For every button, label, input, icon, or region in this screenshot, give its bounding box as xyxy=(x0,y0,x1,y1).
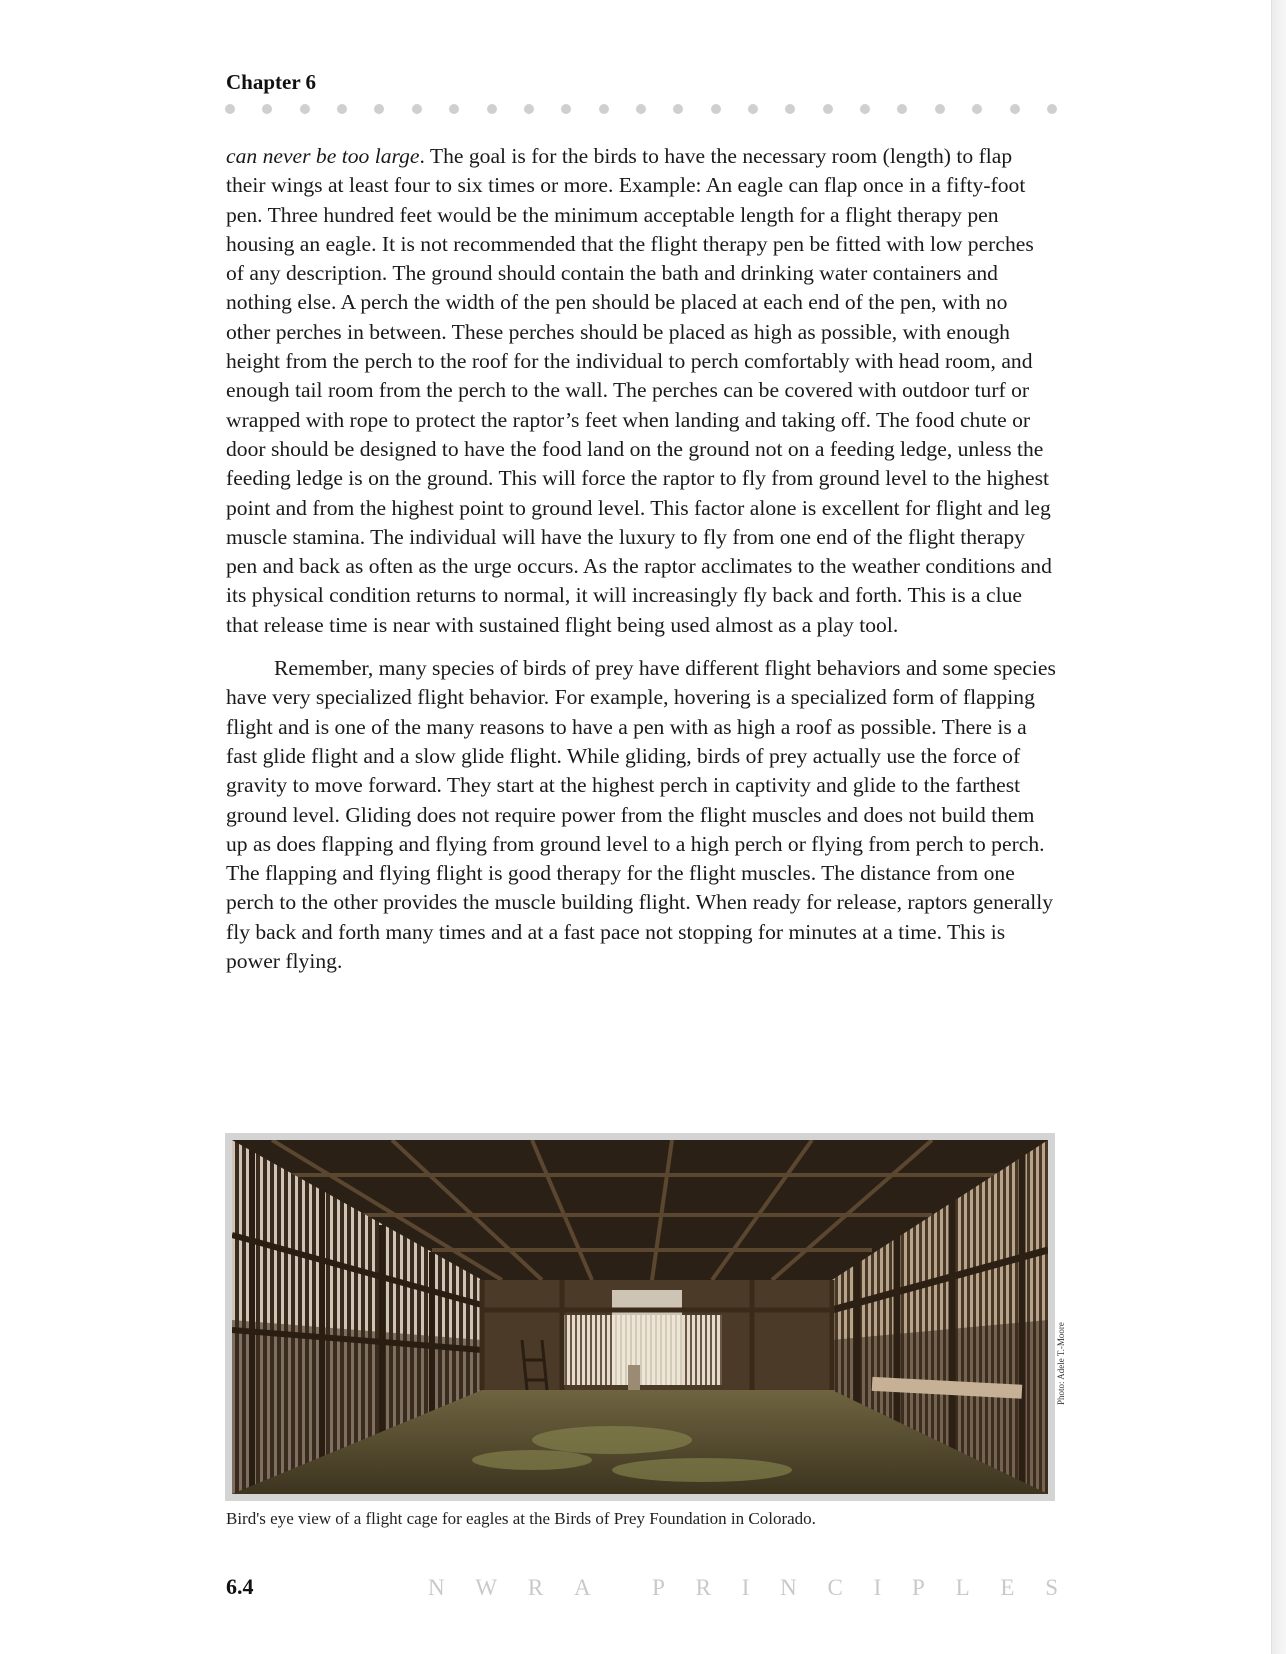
flight-cage-illustration xyxy=(232,1140,1048,1494)
header-dot xyxy=(262,104,272,114)
header-dot xyxy=(860,104,870,114)
paragraph-2: Remember, many species of birds of prey have different flight behaviors and some species have very specialized flight behavior. For example, hovering is a specialized form of flapping flight and is one of the many reasons to have a pen with as high a roof as possible. There is a fast glide flight and a slow glide flight. While gliding, birds of prey actually use the force of gravity to move forward. They start at the highest perch in captivity and glide to the farthest ground level. Gliding does not require power from the flight muscles and does not build them up as does flapping and flying from ground level to a high perch or flying from perch to perch. The flapping and flying flight is good therapy for the flight muscles. The distance from one perch to the other provides the muscle building flight. When ready for release, raptors generally fly back and forth many times and at a fast pace not stopping for minutes at a time. This is power flying. xyxy=(226,656,1056,974)
footer-letter: E xyxy=(1000,1575,1015,1600)
footer-letter: P xyxy=(912,1575,925,1600)
figure-caption: Bird's eye view of a flight cage for eagles at the Birds of Prey Foundation in Colorado. xyxy=(226,1509,816,1528)
header-dot xyxy=(1047,104,1057,114)
header-dot-rule xyxy=(225,103,1057,115)
footer-letter: A xyxy=(573,1575,591,1600)
header-dot xyxy=(972,104,982,114)
header-dot xyxy=(337,104,347,114)
footer-letter: I xyxy=(873,1575,882,1600)
header-dot xyxy=(711,104,721,114)
header-dot xyxy=(748,104,758,114)
chapter-heading: Chapter 6 xyxy=(226,70,317,94)
header-dot xyxy=(1010,104,1020,114)
header-dot xyxy=(897,104,907,114)
footer-letter: N xyxy=(428,1575,445,1600)
header-dot xyxy=(636,104,646,114)
footer-letter: W xyxy=(475,1575,498,1600)
footer-letter: N xyxy=(780,1575,797,1600)
photo-credit: Photo: Adele T.-Moore xyxy=(1056,1322,1066,1405)
footer-letter: I xyxy=(741,1575,750,1600)
footer-letter: P xyxy=(652,1575,665,1600)
header-dot xyxy=(599,104,609,114)
header-dot xyxy=(300,104,310,114)
footer-letter: L xyxy=(955,1575,970,1600)
page-number: 6.4 xyxy=(226,1574,254,1599)
header-dot xyxy=(785,104,795,114)
header-dot xyxy=(524,104,534,114)
header-dot xyxy=(449,104,459,114)
header-dot xyxy=(487,104,497,114)
footer-letter: R xyxy=(695,1575,711,1600)
page-edge xyxy=(1271,0,1286,1654)
footer-letter: R xyxy=(527,1575,544,1600)
running-footer xyxy=(428,1575,1058,1601)
header-dot xyxy=(935,104,945,114)
header-dot xyxy=(673,104,683,114)
header-dot xyxy=(561,104,571,114)
figure-frame xyxy=(225,1133,1055,1501)
paragraph-1 xyxy=(226,142,1056,640)
body-text xyxy=(226,142,1056,976)
paragraph-1-text: . The goal is for the birds to have the necessary room (length) to flap their wings at least four to six times or more. Example: An eagle can flap once in a fifty-foot pen. Three hundred feet would be the minimum acceptable length for a flight therapy pen housing an eagle. It is not recommended that the flight therapy pen be fitted with low perches of any description. The ground should contain the bath and drinking water containers and nothing else. A perch the width of the pen should be placed at each end of the pen, with no other perches in between. These perches should be placed as high as possible, with enough height from the perch to the roof for the individual to perch comfortably with head room, and enough tail room from the perch to the wall. The perches can be covered with outdoor turf or wrapped with rope to protect the raptor’s feet when landing and taking off. The food chute or door should be designed to have the food land on the ground not on a feeding ledge, unless the feeding ledge is on the ground. This will force the raptor to fly from ground level to the highest point and from the highest point to ground level. This factor alone is excellent for flight and leg muscle stamina. The individual will have the luxury to fly from one end of the flight therapy pen and back as often as the urge occurs. As the raptor acclimates to the weather conditions and its physical condition returns to normal, it will increasingly fly back and forth. This is a clue that release time is near with sustained flight being used almost as a play tool. xyxy=(226,144,1052,637)
paragraph-1-italic: can never be too large xyxy=(226,144,420,168)
header-dot xyxy=(225,104,235,114)
flight-cage-photo xyxy=(232,1140,1048,1494)
footer-letter: S xyxy=(1045,1575,1058,1600)
footer-letter: C xyxy=(827,1575,843,1600)
header-dot xyxy=(412,104,422,114)
header-dot xyxy=(823,104,833,114)
header-dot xyxy=(374,104,384,114)
